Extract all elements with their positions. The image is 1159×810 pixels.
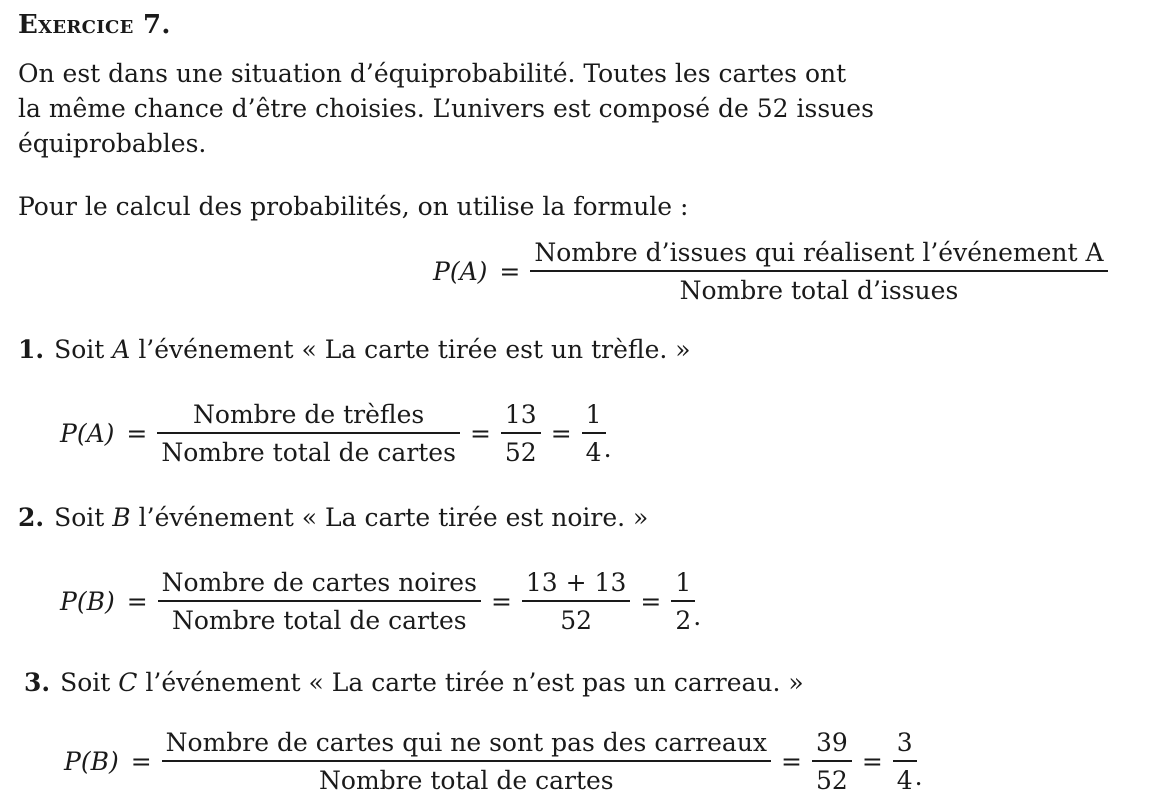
q2-f1-num: 13 + 13 [525,568,627,597]
q2-fraction-1 [524,568,628,635]
q3-equals-3: = [861,747,883,776]
q3-period: . [914,762,923,791]
q3-denominator: Nombre total de cartes [162,760,771,795]
intro-line-2: la même chance d’être choisies. L’univers est composé de 52 issues [18,94,874,123]
q1-numerator: Nombre de trèfles [193,400,425,429]
formula-numerator: Nombre d’issues qui réalisent l’événement A [534,238,1104,267]
q3-equals-2: = [781,747,802,776]
q2-fraction-main [160,568,479,635]
question-3-text-b: l’événement « La carte tirée n’est pas un carreau. » [145,668,804,697]
question-1-var: A [112,335,131,364]
question-2-text-b: l’événement « La carte tirée est noire. » [138,503,649,532]
question-1-label: 1. [18,335,45,364]
q1-f2-den: 4 [582,432,606,467]
intro-paragraph [18,56,874,161]
formula-lhs: P(A) [433,257,488,286]
question-2-text-a: Soit [54,503,105,532]
q1-equals-3: = [550,419,572,448]
q3-fraction-1 [814,728,850,795]
q2-equals-2: = [490,587,512,616]
q1-equals-1: = [126,419,148,448]
formula-intro: Pour le calcul des probabilités, on utilise la formule : [18,192,689,221]
q3-f2-den: 4 [893,760,917,795]
q2-equals-3: = [640,587,662,616]
question-1-equation [60,400,612,467]
q2-fraction-2 [673,568,693,635]
question-2-heading [18,503,648,532]
question-1-text-b: l’événement « La carte tirée est un trèfle. » [138,335,691,364]
q1-fraction-1 [503,400,539,467]
formula-equals: = [499,257,521,286]
general-formula [433,238,1106,305]
question-2-equation [60,568,701,635]
intro-line-3: équiprobables. [18,129,207,158]
q1-lhs: P(A) [60,419,115,448]
q1-equals-2: = [469,419,491,448]
q1-fraction-2 [584,400,604,467]
q2-lhs: P(B) [60,587,115,616]
intro-line-1: On est dans une situation d’équiprobabilité. Toutes les cartes ont [18,59,847,88]
question-3-text-a: Soit [60,668,111,697]
q1-period: . [603,434,612,463]
question-1-text-a: Soit [54,335,105,364]
q2-f2-den: 2 [671,600,695,635]
q1-f1-den: 52 [501,432,541,467]
q2-numerator: Nombre de cartes noires [161,568,477,597]
q3-fraction-2 [895,728,915,795]
q2-denominator: Nombre total de cartes [158,600,481,635]
question-2-label: 2. [18,503,45,532]
q1-f2-num: 1 [585,400,602,429]
question-1-heading [18,335,691,364]
question-2-var: B [112,503,131,532]
exercise-title: Exercice 7. [18,10,171,40]
q1-fraction-main [159,400,458,467]
q3-numerator: Nombre de cartes qui ne sont pas des carreaux [165,728,768,757]
q3-lhs: P(B) [64,747,119,776]
question-3-var: C [118,668,138,697]
q3-equals-1: = [130,747,152,776]
q1-f1-num: 13 [504,400,537,429]
q3-fraction-main [164,728,769,795]
formula-fraction [532,238,1105,305]
q3-f1-num: 39 [816,728,848,757]
q3-f2-num: 3 [896,728,913,757]
q2-period: . [693,602,702,631]
q1-denominator: Nombre total de cartes [157,432,460,467]
question-3-label: 3. [24,668,51,697]
q2-equals-1: = [126,587,148,616]
q2-f2-num: 1 [675,568,692,597]
question-3-equation [64,728,923,795]
formula-denominator: Nombre total d’issues [530,270,1107,305]
question-3-heading [24,668,804,697]
q3-f1-den: 52 [812,760,852,795]
q2-f1-den: 52 [522,600,630,635]
